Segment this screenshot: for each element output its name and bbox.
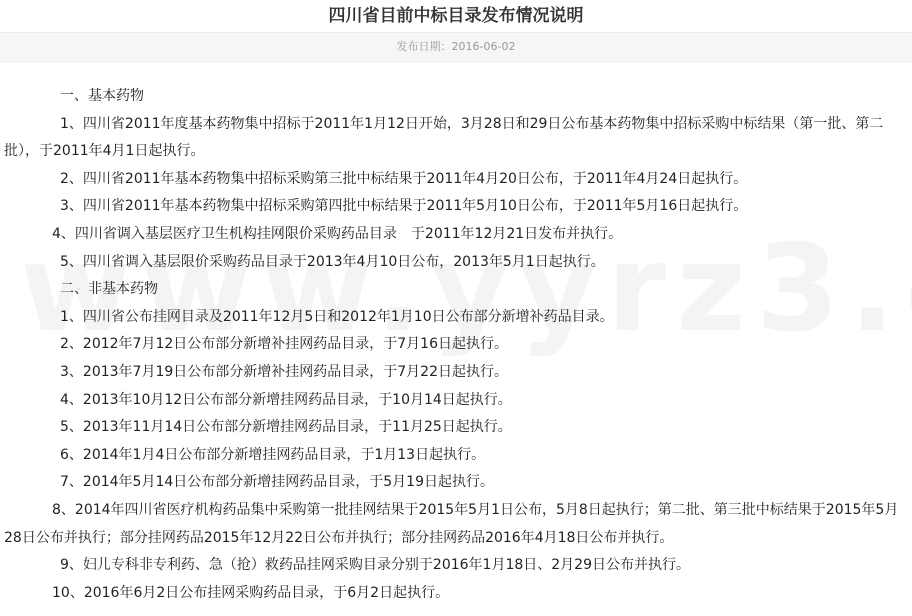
- paragraph-non-essential-5: 5、2013年11月14日公布部分新增挂网药品目录，于11月25日起执行。: [60, 419, 512, 436]
- paragraph-non-essential-10: 10、2016年6月2日公布挂网采购药品目录，于6月2日起执行。: [52, 584, 450, 601]
- publish-date: 2016-06-02: [451, 40, 516, 53]
- paragraph-essential-4: 4、四川省调入基层医疗卫生机构挂网限价采购药品目录 于2011年12月21日发布并执行。: [52, 225, 623, 242]
- paragraph-essential-3: 3、四川省2011年基本药物集中招标采购第四批中标结果于2011年5月10日公布，于2011年5月16日起执行。: [60, 198, 748, 215]
- paragraph-non-essential-4: 4、2013年10月12日公布部分新增挂网药品目录，于10月14日起执行。: [60, 391, 512, 408]
- paragraph-non-essential-9: 9、妇儿专科非专利药、急（抢）救药品挂网采购目录分别于2016年1月18日、2月29日公布并执行。: [60, 557, 690, 574]
- paragraph-non-essential-1: 1、四川省公布挂网目录及2011年12月5日和2012年1月10日公布部分新增补药品目录。: [60, 308, 614, 325]
- paragraph-essential-5: 5、四川省调入基层限价采购药品目录于2013年4月10日公布，2013年5月1日起执行。: [60, 253, 605, 270]
- article-body: [4, 83, 910, 607]
- paragraph-non-essential-7: 7、2014年5月14日公布部分新增挂网药品目录，于5月19日起执行。: [60, 474, 494, 491]
- section-heading-essential: 一、基本药物: [60, 88, 144, 104]
- paragraph-non-essential-3: 3、2013年7月19日公布部分新增补挂网药品目录，于7月22日起执行。: [60, 363, 508, 380]
- paragraph-non-essential-2: 2、2012年7月12日公布部分新增补挂网药品目录，于7月16日起执行。: [60, 336, 508, 353]
- paragraph-essential-2: 2、四川省2011年基本药物集中招标采购第三批中标结果于2011年4月20日公布，于2011年4月24日起执行。: [60, 170, 748, 187]
- publish-date-bar: [0, 32, 912, 62]
- paragraph-non-essential-6: 6、2014年1月4日公布部分新增挂网药品目录，于1月13日起执行。: [60, 446, 486, 463]
- paragraph-essential-1: 1、四川省2011年度基本药物集中招标于2011年1月12日开始，3月28日和29日公布基本药物集中招标采购中标结果（第一批、第二批），于2011年4月1日起执行。: [4, 115, 884, 160]
- paragraph-non-essential-8: 8、2014年四川省医疗机构药品集中采购第一批挂网结果于2015年5月1日公布，5月8日起执行；第二批、第三批中标结果于2015年5月28日公布并执行；部分挂网药品2015年12月22日公布并执行；部分挂网药品2016年4月18日公布并执行。: [4, 501, 899, 546]
- publish-date-label: 发布日期：: [396, 40, 452, 53]
- section-heading-non-essential: 二、非基本药物: [60, 281, 158, 298]
- article-title: 四川省目前中标目录发布情况说明: [328, 6, 584, 26]
